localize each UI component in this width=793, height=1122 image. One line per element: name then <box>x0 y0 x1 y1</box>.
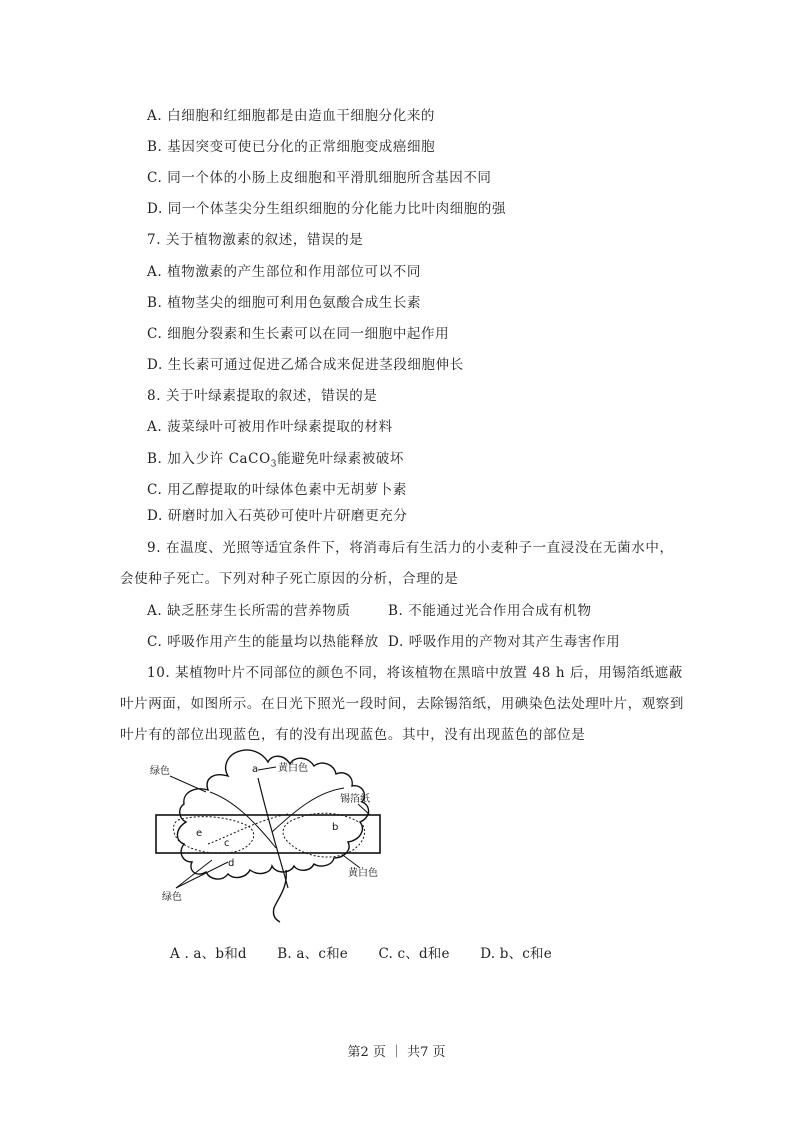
label-c: c <box>224 838 230 849</box>
q10-stem-line2: 叶片两面，如图所示。在日光下照光一段时间，去除锡箔纸，用碘染色法处理叶片，观察到 <box>120 696 684 712</box>
q9-stem-line1: 9. 在温度、光照等适宜条件下，将消毒后有生活力的小麦种子一直浸没在无菌水中， <box>147 540 674 556</box>
q6-option-d: D. 同一个体茎尖分生组织细胞的分化能力比叶肉细胞的强 <box>147 201 507 217</box>
q7-option-b: B. 植物茎尖的细胞可利用色氨酸合成生长素 <box>147 295 422 311</box>
pointer-yellow-bottom <box>344 856 360 868</box>
q7-stem: 7. 关于植物激素的叙述，错误的是 <box>147 232 364 248</box>
q8-option-c: C. 用乙醇提取的叶绿体色素中无胡萝卜素 <box>147 482 407 498</box>
pointer-green-top <box>170 776 206 792</box>
q8-option-b <box>147 447 404 470</box>
yellow-zone-dotted <box>283 813 364 857</box>
label-green-bottom: 绿色 <box>162 892 182 903</box>
q10-option-a: A . a、b和d <box>170 946 247 962</box>
q9-option-a: A. 缺乏胚芽生长所需的营养物质 <box>147 603 351 619</box>
q8-option-b-pre: B. 加入少许 CaCO <box>147 451 271 467</box>
q9-stem-line2: 会使种子死亡。下列对种子死亡原因的分析，合理的是 <box>120 571 459 587</box>
pointer-yellow-top <box>258 767 276 770</box>
q8-option-b-post: 能避免叶绿素被破坏 <box>277 451 405 467</box>
q10-options <box>170 942 578 962</box>
leaf-foil-figure <box>148 748 398 923</box>
label-e: e <box>196 828 203 839</box>
q6-option-b: B. 基因突变可使已分化的正常细胞变成癌细胞 <box>147 139 436 155</box>
q10-option-d: D. b、c和e <box>480 946 552 962</box>
q7-option-d: D. 生长素可通过促进乙烯合成来促进茎段细胞伸长 <box>147 357 464 373</box>
label-yellow-bottom: 黄白色 <box>348 868 378 879</box>
leaf-stem <box>273 870 286 922</box>
q9-option-c: C. 呼吸作用产生的能量均以热能释放 <box>147 634 379 650</box>
label-foil: 锡箔纸 <box>340 794 370 805</box>
label-green-top: 绿色 <box>150 766 170 777</box>
foil-band <box>156 815 380 853</box>
q8-option-a: A. 菠菜绿叶可被用作叶绿素提取的材料 <box>147 419 393 435</box>
q10-option-c: C. c、d和e <box>378 946 450 962</box>
label-d: d <box>228 858 235 869</box>
q7-option-a: A. 植物激素的产生部位和作用部位可以不同 <box>147 264 421 280</box>
q10-option-b: B. a、c和e <box>277 946 348 962</box>
q9-option-b: B. 不能通过光合作用合成有机物 <box>388 603 592 619</box>
q10-stem-line3: 叶片有的部位出现蓝色，有的没有出现蓝色。其中，没有出现蓝色的部位是 <box>120 727 586 743</box>
q8-option-b-sub: 3 <box>270 459 278 470</box>
q9-option-d: D. 呼吸作用的产物对其产生毒害作用 <box>388 634 621 650</box>
q6-option-c: C. 同一个体的小肠上皮细胞和平滑肌细胞所含基因不同 <box>147 170 492 186</box>
label-yellow-top: 黄白色 <box>278 763 308 774</box>
label-a: a <box>252 764 259 775</box>
q8-option-d: D. 研磨时加入石英砂可使叶片研磨更充分 <box>147 508 408 524</box>
pointer-green-bottom-2 <box>176 862 228 888</box>
q8-stem: 8. 关于叶绿素提取的叙述，错误的是 <box>147 388 378 404</box>
page-footer: 第2 页 ｜ 共7 页 <box>347 1045 446 1060</box>
q6-option-a: A. 白细胞和红细胞都是由造血干细胞分化来的 <box>147 108 436 124</box>
q10-stem-line1: 10. 某植物叶片不同部位的颜色不同，将该植物在黑暗中放置 48 h 后，用锡箔纸遮蔽 <box>147 665 683 681</box>
q7-option-c: C. 细胞分裂素和生长素可以在同一细胞中起作用 <box>147 326 450 342</box>
label-b: b <box>332 822 339 833</box>
